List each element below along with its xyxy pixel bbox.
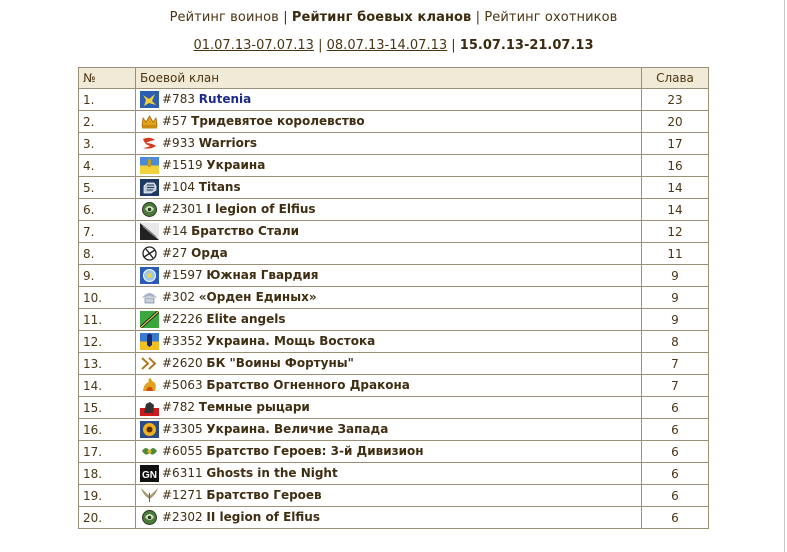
header-clan: Боевой клан [136, 68, 642, 89]
rank-number: 14. [79, 375, 136, 397]
rank-number: 19. [79, 485, 136, 507]
glory-value: 16 [642, 155, 709, 177]
emblem-letters: GN [142, 470, 157, 481]
clan-id[interactable]: #27 [162, 246, 188, 260]
rank-number: 5. [79, 177, 136, 199]
clan-name-link[interactable]: Братство Героев [206, 488, 322, 502]
clan-id[interactable]: #783 [162, 92, 195, 106]
clan-cell [136, 177, 642, 199]
table-row [79, 309, 709, 331]
rank-number: 10. [79, 287, 136, 309]
clan-id[interactable]: #933 [162, 136, 195, 150]
clan-id[interactable]: #14 [162, 224, 188, 238]
rank-number: 20. [79, 507, 136, 529]
table-header-row [79, 68, 709, 89]
clan-rating-table [78, 67, 709, 529]
week-separator: | [451, 38, 456, 53]
clan-cell [136, 265, 642, 287]
clan-cell [136, 155, 642, 177]
clan-id[interactable]: #2301 [162, 202, 203, 216]
glory-value: 7 [642, 375, 709, 397]
rank-number: 8. [79, 243, 136, 265]
fortune-emblem-icon[interactable] [140, 355, 159, 372]
glory-value: 8 [642, 331, 709, 353]
week-link-2[interactable]: 08.07.13-14.07.13 [326, 38, 448, 53]
clan-id[interactable]: #2226 [162, 312, 203, 326]
glory-value: 6 [642, 441, 709, 463]
glory-value: 14 [642, 199, 709, 221]
clan-name-link[interactable]: I legion of Elfius [206, 202, 316, 216]
clan-name-link[interactable]: Южная Гвардия [206, 268, 319, 282]
table-row [79, 353, 709, 375]
wings-emblem-icon[interactable] [140, 487, 159, 504]
heroes-division-emblem-icon[interactable] [140, 443, 159, 460]
order-emblem-icon[interactable] [140, 289, 159, 306]
table-row [79, 243, 709, 265]
clan-id[interactable]: #2302 [162, 510, 203, 524]
clan-name-link[interactable]: Украина. Мощь Востока [206, 334, 376, 348]
clan-name-link[interactable]: Братство Огненного Дракона [206, 378, 410, 392]
rank-number: 12. [79, 331, 136, 353]
clan-name-link[interactable]: Тридевятое королевство [191, 114, 365, 128]
header-glory: Слава [642, 68, 709, 89]
table-row [79, 199, 709, 221]
nav-battle-clans-current: Рейтинг боевых кланов [291, 10, 472, 25]
clan-cell [136, 463, 642, 485]
table-row [79, 287, 709, 309]
crown-emblem-icon[interactable] [140, 113, 159, 130]
table-row [79, 397, 709, 419]
table-row [79, 265, 709, 287]
glory-value: 9 [642, 287, 709, 309]
nav-warriors-link[interactable]: Рейтинг воинов [169, 10, 279, 25]
clan-name-link[interactable]: Братство Стали [191, 224, 300, 238]
header-num: № [79, 68, 136, 89]
clan-cell [136, 309, 642, 331]
glory-value: 6 [642, 397, 709, 419]
dark-knights-emblem-icon[interactable] [140, 399, 159, 416]
clan-cell [136, 419, 642, 441]
nav-hunters-link[interactable]: Рейтинг охотников [484, 10, 618, 25]
clan-name-link[interactable]: Ghosts in the Night [206, 466, 338, 480]
gn-emblem-icon[interactable] [140, 465, 159, 482]
week-separator: | [318, 38, 323, 53]
table-row [79, 463, 709, 485]
clan-cell [136, 441, 642, 463]
clan-cell [136, 243, 642, 265]
table-row [79, 331, 709, 353]
gauntlet-emblem-icon[interactable] [140, 179, 159, 196]
clan-name-link[interactable]: Rutenia [198, 92, 252, 106]
table-row [79, 375, 709, 397]
clan-id[interactable]: #2620 [162, 356, 203, 370]
clan-name-link[interactable]: Братство Героев: 3-й Дивизион [206, 444, 424, 458]
rank-number: 7. [79, 221, 136, 243]
clan-id[interactable]: #6055 [162, 444, 203, 458]
clan-cell [136, 375, 642, 397]
table-row [79, 485, 709, 507]
clan-name-link[interactable]: Warriors [198, 136, 257, 150]
rank-number: 3. [79, 133, 136, 155]
table-row [79, 221, 709, 243]
table-row [79, 111, 709, 133]
glory-value: 6 [642, 485, 709, 507]
east-emblem-icon[interactable] [140, 333, 159, 350]
rank-number: 2. [79, 111, 136, 133]
fire-dragon-emblem-icon[interactable] [140, 377, 159, 394]
elfius-emblem-icon[interactable] [140, 201, 159, 218]
glory-value: 9 [642, 309, 709, 331]
nav-separator: | [283, 10, 288, 25]
glory-value: 20 [642, 111, 709, 133]
clan-name-link[interactable]: БК "Воины Фортуны" [206, 356, 354, 370]
week-nav [0, 38, 787, 53]
table-row [79, 177, 709, 199]
clan-id[interactable]: #1519 [162, 158, 203, 172]
clan-cell [136, 133, 642, 155]
clan-cell [136, 221, 642, 243]
clan-name-link[interactable]: Украина. Величие Запада [206, 422, 389, 436]
rutenia-emblem-icon[interactable] [140, 91, 159, 108]
table-row [79, 155, 709, 177]
clan-name-link[interactable]: Темные рыцари [198, 400, 310, 414]
clan-name-link[interactable]: Украина [206, 158, 266, 172]
rank-number: 11. [79, 309, 136, 331]
glory-value: 12 [642, 221, 709, 243]
clan-id[interactable]: #3305 [162, 422, 203, 436]
horde-emblem-icon[interactable] [140, 245, 159, 262]
glory-value: 11 [642, 243, 709, 265]
clan-cell [136, 353, 642, 375]
clan-cell [136, 287, 642, 309]
clan-id[interactable]: #302 [162, 290, 195, 304]
clan-name-link[interactable]: Elite angels [206, 312, 286, 326]
rank-number: 17. [79, 441, 136, 463]
glory-value: 6 [642, 507, 709, 529]
table-row [79, 419, 709, 441]
clan-id[interactable]: #6311 [162, 466, 203, 480]
clan-name-link[interactable]: Орда [191, 246, 228, 260]
clan-id[interactable]: #3352 [162, 334, 203, 348]
table-row [79, 441, 709, 463]
rating-type-nav [0, 10, 787, 25]
glory-value: 7 [642, 353, 709, 375]
elfius-emblem-icon[interactable] [140, 509, 159, 526]
rank-number: 1. [79, 89, 136, 111]
angels-emblem-icon[interactable] [140, 311, 159, 328]
clan-name-link[interactable]: II legion of Elfius [206, 510, 320, 524]
glory-value: 23 [642, 89, 709, 111]
clan-id[interactable]: #57 [162, 114, 188, 128]
clan-cell [136, 507, 642, 529]
week-current: 15.07.13-21.07.13 [459, 38, 594, 53]
clan-id[interactable]: #1271 [162, 488, 203, 502]
table-row [79, 89, 709, 111]
rank-number: 16. [79, 419, 136, 441]
glory-value: 9 [642, 265, 709, 287]
nav-separator: | [475, 10, 481, 25]
rank-number: 13. [79, 353, 136, 375]
glory-value: 14 [642, 177, 709, 199]
clan-cell [136, 89, 642, 111]
clan-name-link[interactable]: «Орден Единых» [198, 290, 317, 304]
clan-cell [136, 397, 642, 419]
clan-id[interactable]: #5063 [162, 378, 203, 392]
ukraine-flag-emblem-icon[interactable] [140, 157, 159, 174]
table-row [79, 507, 709, 529]
clan-id[interactable]: #782 [162, 400, 195, 414]
clan-id[interactable]: #104 [162, 180, 195, 194]
clan-cell [136, 111, 642, 133]
glory-value: 6 [642, 463, 709, 485]
clan-cell [136, 485, 642, 507]
clan-name-link[interactable]: Titans [198, 180, 241, 194]
dragon-emblem-icon[interactable] [140, 135, 159, 152]
clan-cell [136, 331, 642, 353]
rank-number: 9. [79, 265, 136, 287]
guard-emblem-icon[interactable] [140, 267, 159, 284]
clan-id[interactable]: #1597 [162, 268, 203, 282]
glory-value: 17 [642, 133, 709, 155]
clan-cell [136, 199, 642, 221]
glory-value: 6 [642, 419, 709, 441]
sunflower-emblem-icon[interactable] [140, 421, 159, 438]
rank-number: 6. [79, 199, 136, 221]
table-row [79, 133, 709, 155]
rank-number: 15. [79, 397, 136, 419]
steel-emblem-icon[interactable] [140, 223, 159, 240]
rank-number: 18. [79, 463, 136, 485]
rank-number: 4. [79, 155, 136, 177]
week-link-1[interactable]: 01.07.13-07.07.13 [193, 38, 314, 53]
